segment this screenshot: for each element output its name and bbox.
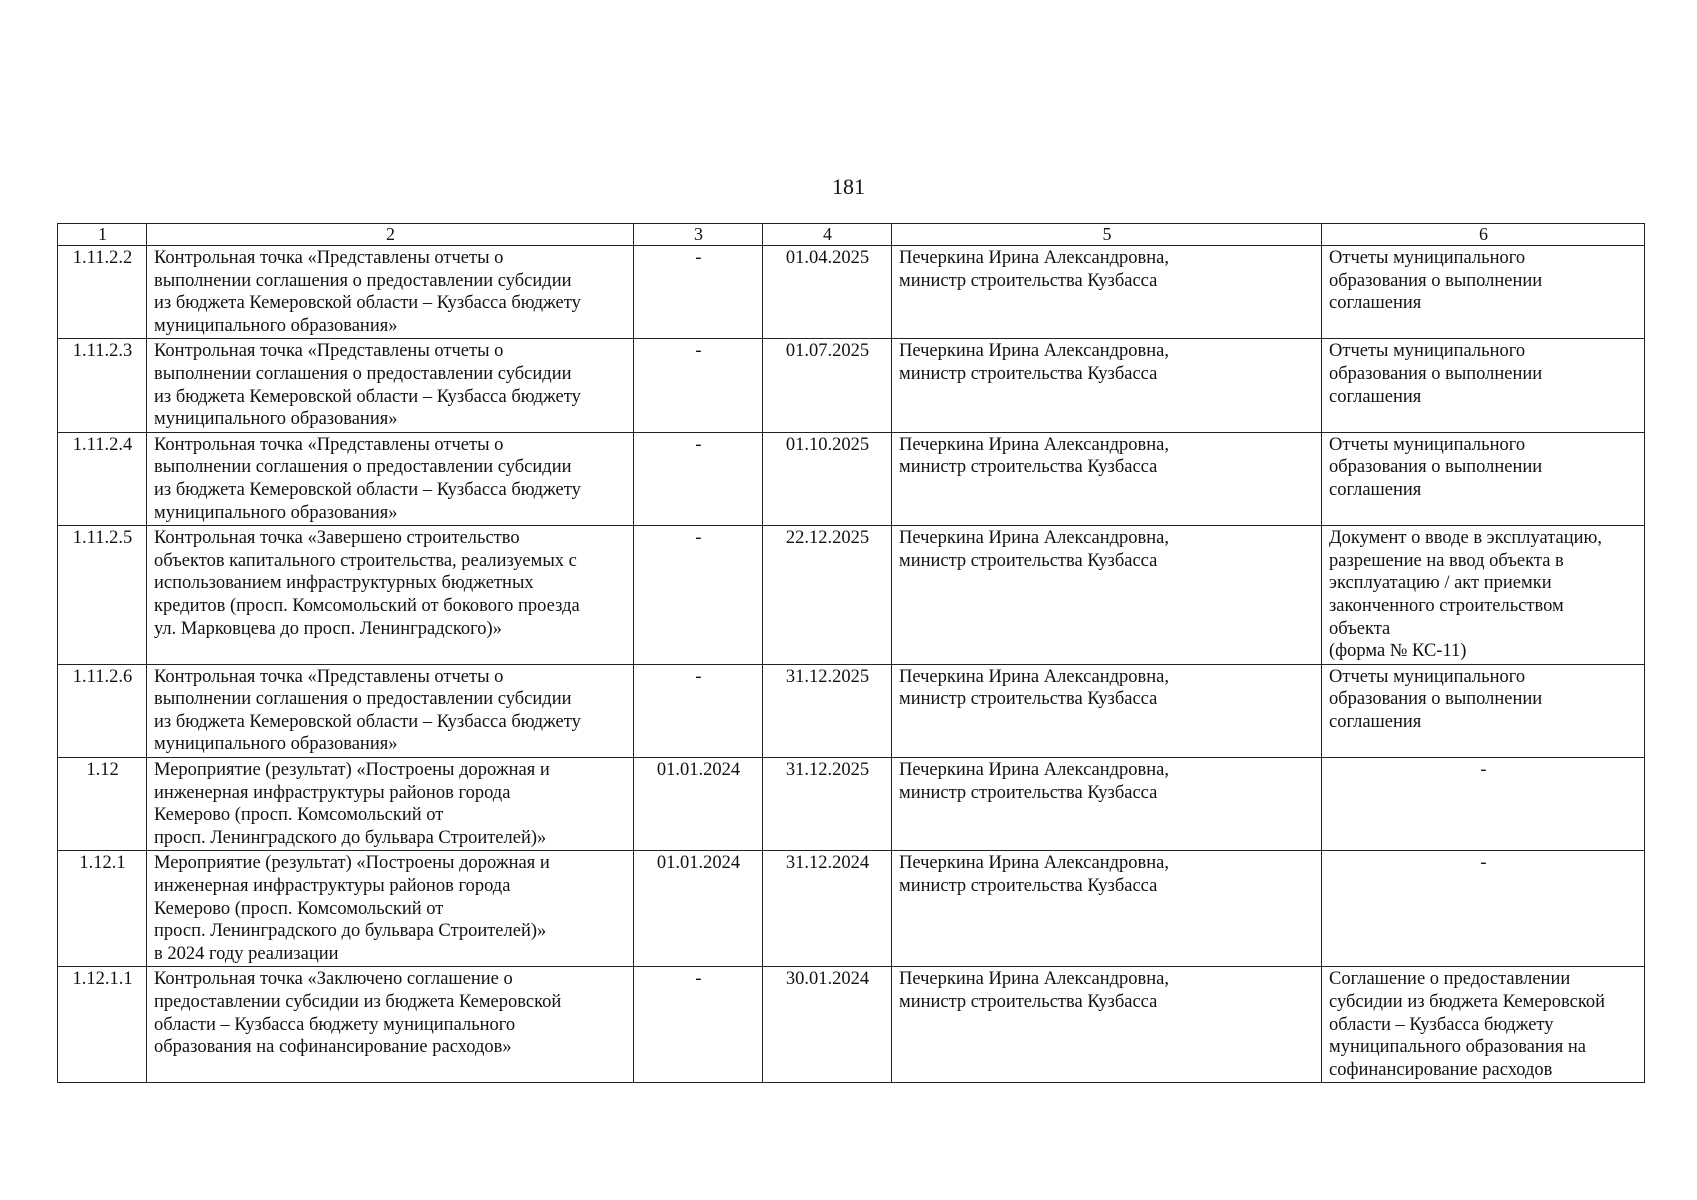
item-description	[147, 339, 634, 432]
result-document	[1322, 246, 1645, 339]
end-date: 01.10.2025	[763, 432, 892, 525]
item-description	[147, 967, 634, 1083]
item-number: 1.11.2.5	[58, 526, 147, 665]
description-line: выполнении соглашения о предоставлении субсидии	[154, 270, 572, 291]
description-line: Контрольная точка «Завершено строительство	[154, 528, 520, 549]
responsible-line: министр строительства Кузбасса	[899, 992, 1158, 1012]
document-line: соглашения	[1329, 711, 1422, 732]
document-line: соглашения	[1329, 479, 1422, 500]
start-date: -	[634, 432, 763, 525]
responsible-person	[892, 339, 1322, 432]
responsible-line: министр строительства Кузбасса	[899, 550, 1158, 571]
column-header-3: 3	[634, 224, 763, 246]
document-line: муниципального образования на	[1329, 1037, 1586, 1058]
description-line: Кемерово (просп. Комсомольский от	[154, 805, 444, 826]
description-line: выполнении соглашения о предоставлении субсидии	[154, 363, 572, 384]
item-description	[147, 526, 634, 665]
description-line: использованием инфраструктурных бюджетных	[154, 573, 534, 594]
item-description	[147, 432, 634, 525]
responsible-line: Печеркина Ирина Александровна,	[899, 666, 1170, 687]
column-header-6: 6	[1322, 224, 1645, 246]
responsible-line: Печеркина Ирина Александровна,	[899, 528, 1170, 549]
result-document	[1322, 432, 1645, 525]
table-body	[58, 246, 1645, 1083]
end-date: 31.12.2025	[763, 664, 892, 757]
responsible-person	[892, 851, 1322, 967]
column-header-5: 5	[892, 224, 1322, 246]
description-line: выполнении соглашения о предоставлении субсидии	[154, 457, 572, 478]
description-line: предоставлении субсидии из бюджета Кемеровской	[154, 992, 562, 1012]
table-row	[58, 526, 1645, 665]
description-line: инженерная инфраструктуры районов города	[154, 876, 511, 897]
item-number: 1.12.1.1	[58, 967, 147, 1083]
result-document	[1322, 526, 1645, 665]
description-line: из бюджета Кемеровской области – Кузбасса бюджету	[154, 479, 581, 500]
document-line: субсидии из бюджета Кемеровской	[1329, 992, 1606, 1012]
description-line: из бюджета Кемеровской области – Кузбасса бюджету	[154, 711, 581, 732]
result-document	[1322, 758, 1645, 851]
description-line: муниципального образования»	[154, 409, 398, 430]
column-header-2: 2	[147, 224, 634, 246]
description-line: образования на софинансирование расходов»	[154, 1037, 512, 1058]
responsible-line: министр строительства Кузбасса	[899, 689, 1158, 710]
document-line: области – Кузбасса бюджету	[1329, 1014, 1554, 1035]
item-number: 1.11.2.2	[58, 246, 147, 339]
result-document	[1322, 851, 1645, 967]
description-line: Контрольная точка «Представлены отчеты о	[154, 666, 504, 687]
responsible-person	[892, 246, 1322, 339]
document-line: -	[1480, 853, 1487, 874]
description-line: Мероприятие (результат) «Построены дорожная и	[154, 760, 550, 781]
responsible-line: министр строительства Кузбасса	[899, 782, 1158, 803]
responsible-person	[892, 967, 1322, 1083]
table-row	[58, 664, 1645, 757]
end-date: 30.01.2024	[763, 967, 892, 1083]
control-points-table	[57, 223, 1645, 1083]
document-line: Отчеты муниципального	[1329, 434, 1526, 455]
start-date: -	[634, 967, 763, 1083]
responsible-line: министр строительства Кузбасса	[899, 363, 1158, 384]
responsible-line: Печеркина Ирина Александровна,	[899, 969, 1170, 990]
responsible-line: Печеркина Ирина Александровна,	[899, 341, 1170, 362]
item-number: 1.12	[58, 758, 147, 851]
responsible-line: министр строительства Кузбасса	[899, 876, 1158, 897]
table-row	[58, 758, 1645, 851]
document-line: соглашения	[1329, 293, 1422, 314]
document-line: -	[1480, 760, 1487, 781]
description-line: Кемерово (просп. Комсомольский от	[154, 898, 444, 919]
description-line: просп. Ленинградского до бульвара Строителей)»	[154, 827, 547, 848]
document-line: Отчеты муниципального	[1329, 248, 1526, 268]
document-line: Отчеты муниципального	[1329, 341, 1526, 362]
description-line: Контрольная точка «Представлены отчеты о	[154, 248, 504, 268]
description-line: из бюджета Кемеровской области – Кузбасса бюджету	[154, 386, 581, 407]
responsible-person	[892, 432, 1322, 525]
document-line: софинансирование расходов	[1329, 1059, 1553, 1080]
item-description	[147, 851, 634, 967]
table-row	[58, 246, 1645, 339]
description-line: инженерная инфраструктуры районов города	[154, 782, 511, 803]
table-row	[58, 967, 1645, 1083]
result-document	[1322, 664, 1645, 757]
description-line: области – Кузбасса бюджету муниципального	[154, 1014, 516, 1035]
end-date: 31.12.2024	[763, 851, 892, 967]
item-number: 1.11.2.3	[58, 339, 147, 432]
document-line: Документ о вводе в эксплуатацию,	[1329, 528, 1602, 549]
document-line: образования о выполнении	[1329, 270, 1543, 291]
table-row	[58, 851, 1645, 967]
responsible-person	[892, 526, 1322, 665]
responsible-person	[892, 664, 1322, 757]
start-date: -	[634, 339, 763, 432]
description-line: в 2024 году реализации	[154, 943, 339, 964]
document-line: законченного строительством	[1329, 595, 1564, 616]
description-line: Контрольная точка «Представлены отчеты о	[154, 341, 504, 362]
description-line: объектов капитального строительства, реализуемых с	[154, 550, 577, 571]
item-description	[147, 758, 634, 851]
document-line: образования о выполнении	[1329, 689, 1543, 710]
document-line: Соглашение о предоставлении	[1329, 969, 1571, 990]
end-date: 01.07.2025	[763, 339, 892, 432]
description-line: ул. Марковцева до просп. Ленинградского)»	[154, 618, 502, 639]
responsible-line: министр строительства Кузбасса	[899, 457, 1158, 478]
document-line: разрешение на ввод объекта в	[1329, 550, 1564, 571]
description-line: просп. Ленинградского до бульвара Строителей)»	[154, 921, 547, 942]
document-line: образования о выполнении	[1329, 457, 1543, 478]
item-description	[147, 246, 634, 339]
end-date: 01.04.2025	[763, 246, 892, 339]
table-row	[58, 339, 1645, 432]
responsible-line: министр строительства Кузбасса	[899, 270, 1158, 291]
description-line: кредитов (просп. Комсомольский от бокового проезда	[154, 595, 580, 616]
start-date: 01.01.2024	[634, 758, 763, 851]
document-line: образования о выполнении	[1329, 363, 1543, 384]
document-line: эксплуатацию / акт приемки	[1329, 573, 1552, 594]
document-line: соглашения	[1329, 386, 1422, 407]
item-number: 1.11.2.6	[58, 664, 147, 757]
item-description	[147, 664, 634, 757]
start-date: -	[634, 664, 763, 757]
description-line: из бюджета Кемеровской области – Кузбасса бюджету	[154, 293, 581, 314]
item-number: 1.11.2.4	[58, 432, 147, 525]
document-line: (форма № КС-11)	[1329, 641, 1467, 662]
start-date: -	[634, 246, 763, 339]
item-number: 1.12.1	[58, 851, 147, 967]
table-header-row	[58, 224, 1645, 246]
column-header-4: 4	[763, 224, 892, 246]
start-date: -	[634, 526, 763, 665]
description-line: муниципального образования»	[154, 734, 398, 755]
description-line: муниципального образования»	[154, 502, 398, 523]
responsible-line: Печеркина Ирина Александровна,	[899, 434, 1170, 455]
column-header-1: 1	[58, 224, 147, 246]
end-date: 31.12.2025	[763, 758, 892, 851]
start-date: 01.01.2024	[634, 851, 763, 967]
responsible-line: Печеркина Ирина Александровна,	[899, 760, 1170, 781]
description-line: Контрольная точка «Представлены отчеты о	[154, 434, 504, 455]
description-line: Контрольная точка «Заключено соглашение о	[154, 969, 513, 990]
table-row	[58, 432, 1645, 525]
result-document	[1322, 967, 1645, 1083]
page-number: 181	[832, 174, 865, 199]
responsible-person	[892, 758, 1322, 851]
description-line: муниципального образования»	[154, 315, 398, 336]
responsible-line: Печеркина Ирина Александровна,	[899, 248, 1170, 268]
responsible-line: Печеркина Ирина Александровна,	[899, 853, 1170, 874]
description-line: Мероприятие (результат) «Построены дорожная и	[154, 853, 550, 874]
document-line: объекта	[1329, 618, 1391, 639]
document-line: Отчеты муниципального	[1329, 666, 1526, 687]
description-line: выполнении соглашения о предоставлении субсидии	[154, 689, 572, 710]
end-date: 22.12.2025	[763, 526, 892, 665]
result-document	[1322, 339, 1645, 432]
